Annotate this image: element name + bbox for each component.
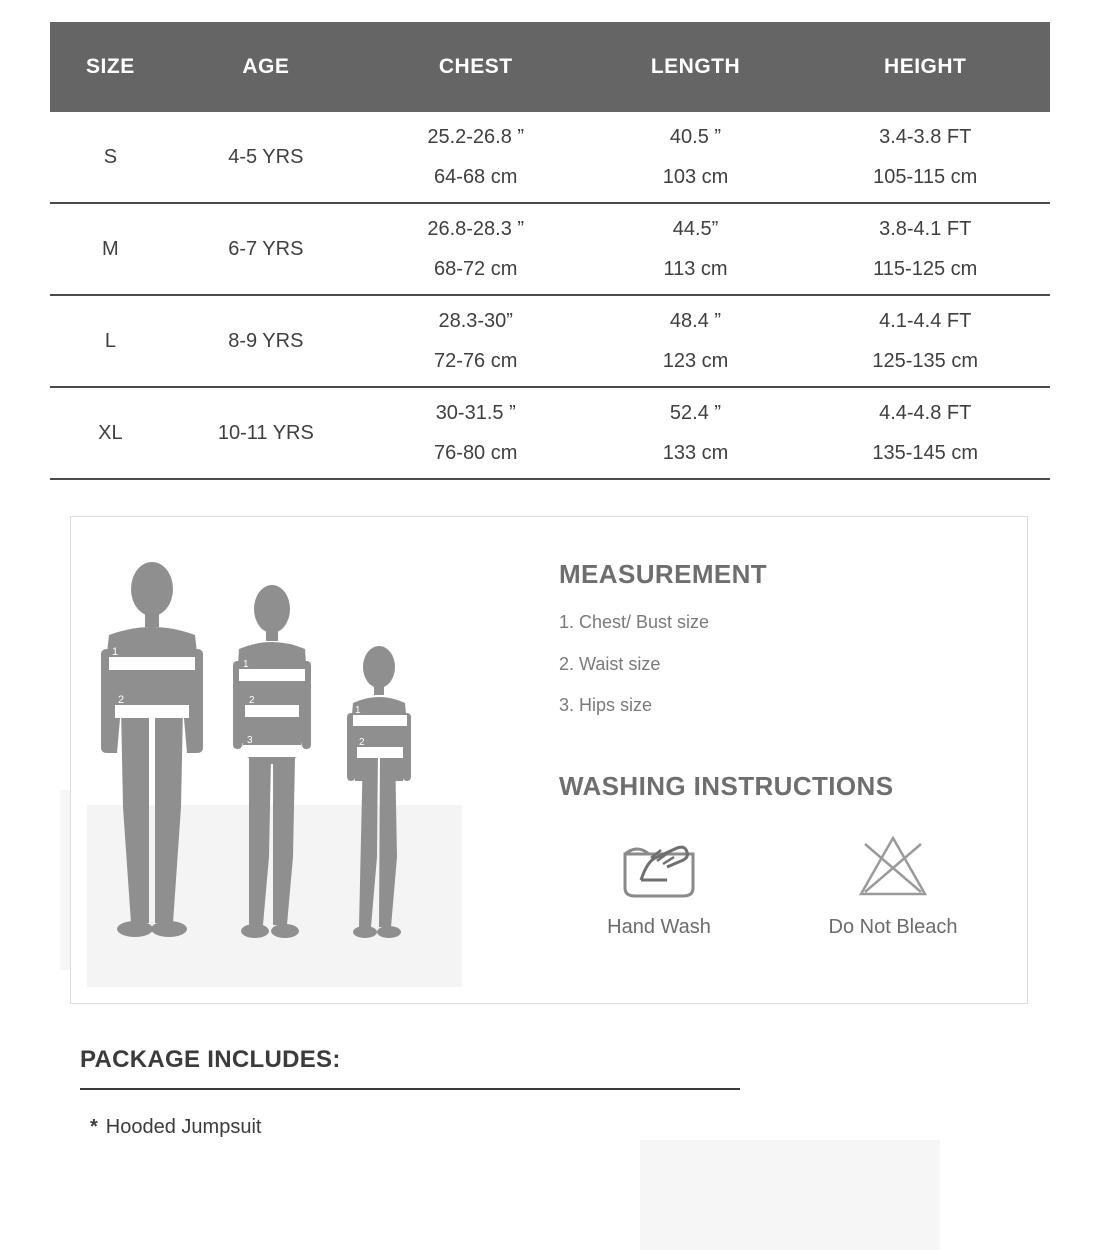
measurement-title: MEASUREMENT xyxy=(559,559,768,589)
cell-age: 10-11 YRS xyxy=(171,387,361,479)
cell-height-ft: 3.8-4.1 FT xyxy=(879,218,972,240)
cell-length xyxy=(591,112,801,203)
column-header-chest: CHEST xyxy=(361,22,591,112)
cell-chest xyxy=(361,387,591,479)
cell-chest-inch: 28.3-30” xyxy=(438,310,513,332)
do-not-bleach-icon xyxy=(803,820,983,912)
table-row xyxy=(50,387,1050,479)
body-figures-illustration xyxy=(87,557,462,987)
cell-chest-cm: 68-72 cm xyxy=(434,258,518,280)
cell-height-cm: 105-115 cm xyxy=(873,166,978,188)
package-list-item xyxy=(80,1116,780,1139)
figure-label-man-2: 2 xyxy=(118,694,125,706)
measurement-info-panel xyxy=(70,516,1028,1004)
table-row xyxy=(50,295,1050,387)
wash-item-hand-wash xyxy=(569,820,749,939)
figure-label-child-2: 2 xyxy=(359,737,365,748)
figure-label-child-1: 1 xyxy=(355,705,361,716)
column-header-age: AGE xyxy=(171,22,361,112)
cell-chest xyxy=(361,295,591,387)
washing-instructions-title: WASHING INSTRUCTIONS xyxy=(559,770,894,801)
measurement-text-column xyxy=(559,559,1009,939)
figure-label-woman-1: 1 xyxy=(243,659,249,670)
cell-length xyxy=(591,295,801,387)
size-chart-table-header xyxy=(50,22,1050,112)
measurement-item-2: 2. Waist size xyxy=(559,653,661,674)
cell-length-inch: 52.4 ” xyxy=(669,402,722,424)
cell-chest-cm: 72-76 cm xyxy=(434,350,518,372)
table-header-row xyxy=(50,22,1050,112)
cell-height xyxy=(800,203,1050,295)
package-includes-title: PACKAGE INCLUDES: xyxy=(80,1046,740,1090)
cell-height-ft: 4.1-4.4 FT xyxy=(879,310,972,332)
do-not-bleach-label: Do Not Bleach xyxy=(828,915,958,938)
washing-icons-row xyxy=(559,820,1009,939)
cell-length-cm: 113 cm xyxy=(663,258,728,280)
figure-label-woman-2: 2 xyxy=(249,695,255,706)
background-blotch-bottom xyxy=(640,1140,940,1250)
cell-age: 4-5 YRS xyxy=(171,112,361,203)
column-header-height: HEIGHT xyxy=(800,22,1050,112)
cell-length-inch: 48.4 ” xyxy=(669,310,722,332)
cell-size: L xyxy=(50,295,171,387)
cell-size: S xyxy=(50,112,171,203)
column-header-length: LENGTH xyxy=(591,22,801,112)
package-includes-section xyxy=(80,1046,780,1139)
size-chart-table-wrapper xyxy=(50,22,1050,480)
cell-chest-inch: 30-31.5 ” xyxy=(435,402,516,424)
hand-wash-icon xyxy=(569,820,749,912)
cell-height xyxy=(800,387,1050,479)
cell-chest xyxy=(361,203,591,295)
cell-length-inch: 40.5 ” xyxy=(669,126,722,148)
figure-label-man-1: 1 xyxy=(112,646,119,658)
cell-size: M xyxy=(50,203,171,295)
cell-height-cm: 125-135 cm xyxy=(872,350,979,372)
cell-age: 8-9 YRS xyxy=(171,295,361,387)
cell-height xyxy=(800,112,1050,203)
cell-height xyxy=(800,295,1050,387)
column-header-size: SIZE xyxy=(50,22,171,112)
cell-age: 6-7 YRS xyxy=(171,203,361,295)
table-row xyxy=(50,203,1050,295)
cell-chest-inch: 26.8-28.3 ” xyxy=(427,218,525,240)
cell-length-cm: 133 cm xyxy=(662,442,729,464)
cell-length xyxy=(591,387,801,479)
table-row xyxy=(50,112,1050,203)
cell-chest-inch: 25.2-26.8 ” xyxy=(427,126,525,148)
cell-length-inch: 44.5” xyxy=(672,218,719,240)
package-item-text: Hooded Jumpsuit xyxy=(105,1116,262,1138)
cell-height-cm: 115-125 cm xyxy=(873,258,978,280)
cell-chest-cm: 64-68 cm xyxy=(434,166,518,188)
cell-height-ft: 4.4-4.8 FT xyxy=(879,402,972,424)
size-chart-table xyxy=(50,22,1050,480)
cell-length-cm: 103 cm xyxy=(662,166,729,188)
measurement-item-3: 3. Hips size xyxy=(559,695,653,716)
measurement-item-1: 1. Chest/ Bust size xyxy=(559,612,710,632)
hand-wash-label: Hand Wash xyxy=(607,915,711,938)
cell-length-cm: 123 cm xyxy=(662,350,729,372)
cell-chest xyxy=(361,112,591,203)
size-chart-table-body xyxy=(50,112,1050,479)
cell-chest-cm: 76-80 cm xyxy=(434,442,518,464)
cell-height-ft: 3.4-3.8 FT xyxy=(879,126,972,148)
package-item-bullet: * xyxy=(90,1116,98,1138)
cell-height-cm: 135-145 cm xyxy=(872,442,979,464)
figure-label-woman-3: 3 xyxy=(247,735,253,746)
cell-length xyxy=(591,203,801,295)
wash-item-do-not-bleach xyxy=(803,820,983,939)
cell-size: XL xyxy=(50,387,171,479)
